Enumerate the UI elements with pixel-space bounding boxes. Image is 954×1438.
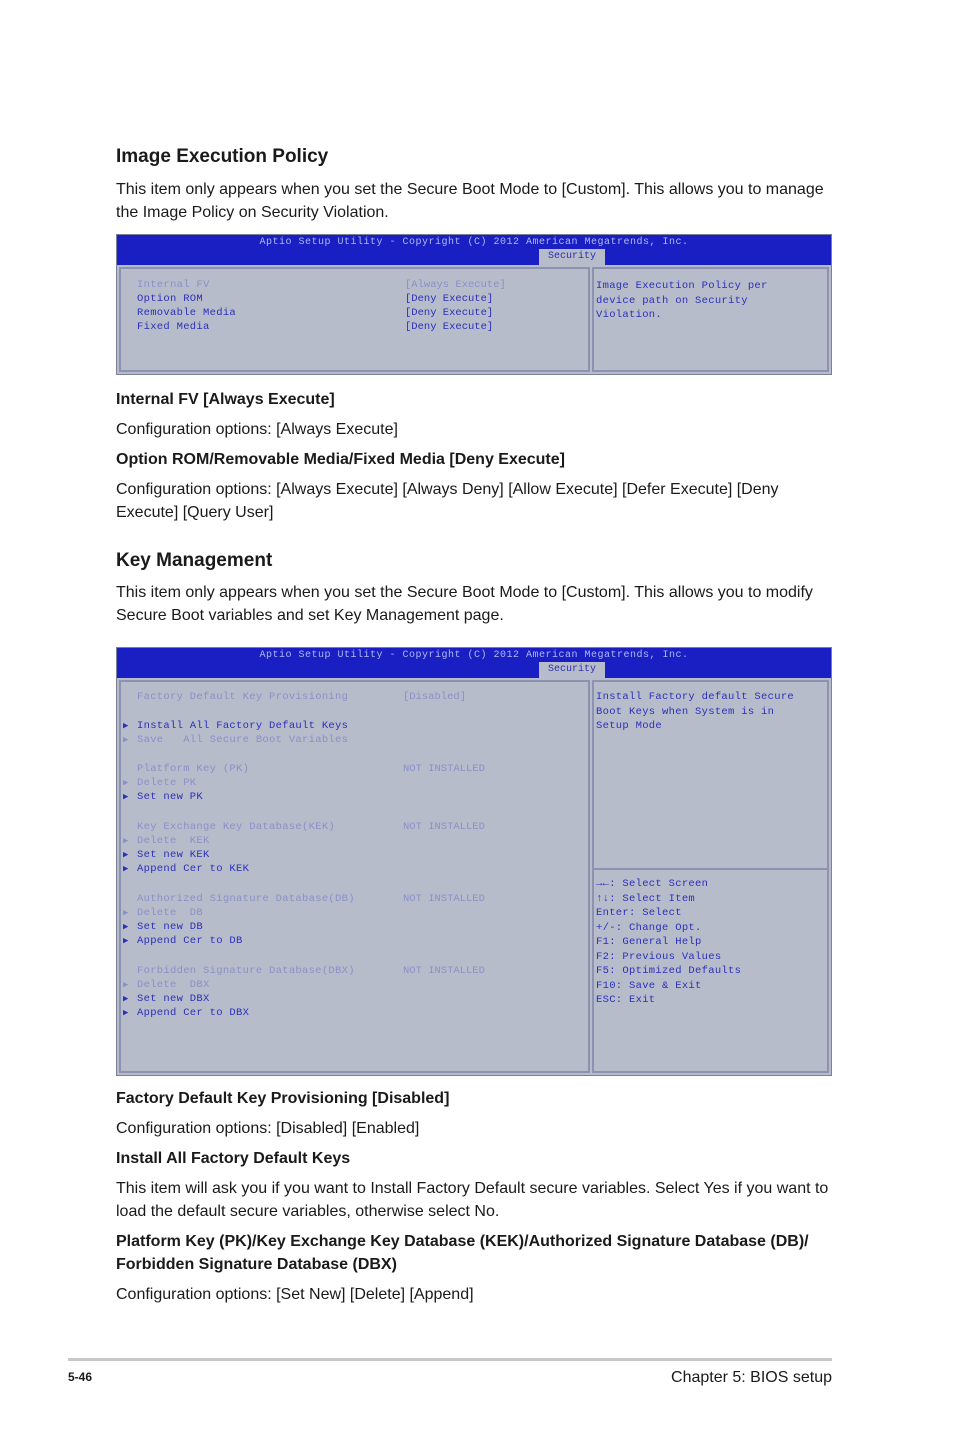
tab-security[interactable]: Security: [539, 249, 605, 265]
option-heading-install-all-keys: Install All Factory Default Keys: [116, 1150, 351, 1167]
submenu-arrow-icon: ▶: [123, 850, 129, 860]
bios-item-delete-pk[interactable]: Delete PK: [137, 777, 197, 789]
section-title-key-management: Key Management: [116, 550, 273, 571]
bios-key-legend: →←: Select Screen ↑↓: Select Item Enter: Select +/-: Change Opt. F1: General Help F2: Previous Values F5: Optimized Defaults F10: Save & Exit ESC: Exit: [596, 878, 742, 1006]
bios-item-delete-db[interactable]: Delete DB: [137, 907, 204, 919]
bios-value-factory-default-key-provisioning[interactable]: [Disabled]: [403, 691, 467, 703]
bios-screenshot-key-management: [116, 647, 832, 1076]
bios-header-title: Aptio Setup Utility - Copyright (C) 2012 American Megatrends, Inc.: [259, 650, 689, 661]
submenu-arrow-icon: ▶: [123, 778, 129, 788]
bios-item-save-all-secure-boot-variables[interactable]: Save All Secure Boot Variables: [137, 734, 349, 746]
bios-item-kek-database: Key Exchange Key Database(KEK): [137, 821, 336, 833]
bios-value-platform-key: NOT INSTALLED: [403, 763, 485, 775]
bios-help-text: Image Execution Policy per device path on Security Violation.: [596, 280, 768, 321]
bios-value-removable-media[interactable]: [Deny Execute]: [405, 307, 494, 319]
bios-value-db-database: NOT INSTALLED: [403, 893, 485, 905]
bios-header-title: Aptio Setup Utility - Copyright (C) 2012 American Megatrends, Inc.: [259, 237, 689, 248]
submenu-arrow-icon: ▶: [123, 908, 129, 918]
bios-item-install-all-factory-default-keys[interactable]: Install All Factory Default Keys: [137, 720, 349, 732]
bios-help-text: Install Factory default Secure Boot Keys when System is in Setup Mode: [596, 691, 795, 732]
bios-item-factory-default-key-provisioning[interactable]: Factory Default Key Provisioning: [137, 691, 349, 703]
footer-rule: [68, 1358, 832, 1361]
bios-help-panel: [592, 680, 829, 1073]
option-heading-key-databases: Platform Key (PK)/Key Exchange Key Database (KEK)/Authorized Signature Database (DB)/ Forbidden Signature Database (DBX): [116, 1233, 809, 1273]
submenu-arrow-icon: ▶: [123, 864, 129, 874]
bios-item-db-database: Authorized Signature Database(DB): [137, 893, 355, 905]
section-intro: This item only appears when you set the Secure Boot Mode to [Custom]. This allows you to manage the Image Policy on Security Violation.: [116, 181, 824, 221]
option-text-install-all-keys: This item will ask you if you want to Install Factory Default secure variables. Select Yes if you want to load the default secure variables, otherwise select No.: [116, 1180, 829, 1220]
bios-item-append-cer-to-kek[interactable]: Append Cer to KEK: [137, 863, 250, 875]
bios-screenshot-image-execution: [116, 234, 832, 375]
bios-item-removable-media[interactable]: Removable Media: [137, 307, 237, 319]
submenu-arrow-icon: ▶: [123, 1008, 129, 1018]
page-number: 5-46: [68, 1370, 93, 1384]
bios-item-append-cer-to-db[interactable]: Append Cer to DB: [137, 935, 243, 947]
bios-item-delete-kek[interactable]: Delete KEK: [137, 835, 210, 847]
help-divider: [594, 868, 827, 870]
bios-item-option-rom[interactable]: Option ROM: [137, 293, 204, 305]
option-text-factory-default-key: Configuration options: [Disabled] [Enabled]: [116, 1120, 420, 1137]
option-heading-internal-fv: Internal FV [Always Execute]: [116, 391, 335, 408]
bios-help-panel: [592, 267, 829, 372]
submenu-arrow-icon: ▶: [123, 836, 129, 846]
submenu-arrow-icon: ▶: [123, 994, 129, 1004]
submenu-arrow-icon: ▶: [123, 721, 129, 731]
bios-value-internal-fv[interactable]: [Always Execute]: [405, 279, 506, 291]
bios-header: [117, 648, 831, 678]
submenu-arrow-icon: ▶: [123, 792, 129, 802]
option-text-key-databases: Configuration options: [Set New] [Delete] [Append]: [116, 1286, 474, 1303]
bios-value-option-rom[interactable]: [Deny Execute]: [405, 293, 494, 305]
bios-value-dbx-database: NOT INSTALLED: [403, 965, 485, 977]
bios-item-set-new-pk[interactable]: Set new PK: [137, 791, 204, 803]
tab-security[interactable]: Security: [539, 662, 605, 678]
option-heading-factory-default-key: Factory Default Key Provisioning [Disabled]: [116, 1090, 450, 1107]
submenu-arrow-icon: ▶: [123, 980, 129, 990]
section-title-image-execution-policy: Image Execution Policy: [116, 146, 329, 167]
bios-item-platform-key: Platform Key (PK): [137, 763, 250, 775]
submenu-arrow-icon: ▶: [123, 735, 129, 745]
bios-item-dbx-database: Forbidden Signature Database(DBX): [137, 965, 355, 977]
submenu-arrow-icon: ▶: [123, 922, 129, 932]
bios-item-append-cer-to-dbx[interactable]: Append Cer to DBX: [137, 1007, 250, 1019]
bios-item-internal-fv[interactable]: Internal FV: [137, 279, 210, 291]
bios-header: [117, 235, 831, 265]
option-text-internal-fv: Configuration options: [Always Execute]: [116, 421, 398, 438]
bios-value-kek-database: NOT INSTALLED: [403, 821, 485, 833]
section-intro-key-management: This item only appears when you set the Secure Boot Mode to [Custom]. This allows you to modify Secure Boot variables and set Key Management page.: [116, 584, 813, 624]
option-heading-option-rom: Option ROM/Removable Media/Fixed Media [Deny Execute]: [116, 451, 565, 468]
bios-main-panel: [119, 680, 590, 1073]
submenu-arrow-icon: ▶: [123, 936, 129, 946]
bios-item-delete-dbx[interactable]: Delete DBX: [137, 979, 210, 991]
chapter-label: Chapter 5: BIOS setup: [671, 1369, 832, 1386]
option-text-option-rom: Configuration options: [Always Execute] [Always Deny] [Allow Execute] [Defer Execute] [Deny Execute] [Query User]: [116, 481, 779, 521]
bios-item-set-new-kek[interactable]: Set new KEK: [137, 849, 210, 861]
bios-item-fixed-media[interactable]: Fixed Media: [137, 321, 210, 333]
bios-main-panel: [119, 267, 590, 372]
bios-value-fixed-media[interactable]: [Deny Execute]: [405, 321, 494, 333]
bios-item-set-new-dbx[interactable]: Set new DBX: [137, 993, 210, 1005]
bios-item-set-new-db[interactable]: Set new DB: [137, 921, 204, 933]
